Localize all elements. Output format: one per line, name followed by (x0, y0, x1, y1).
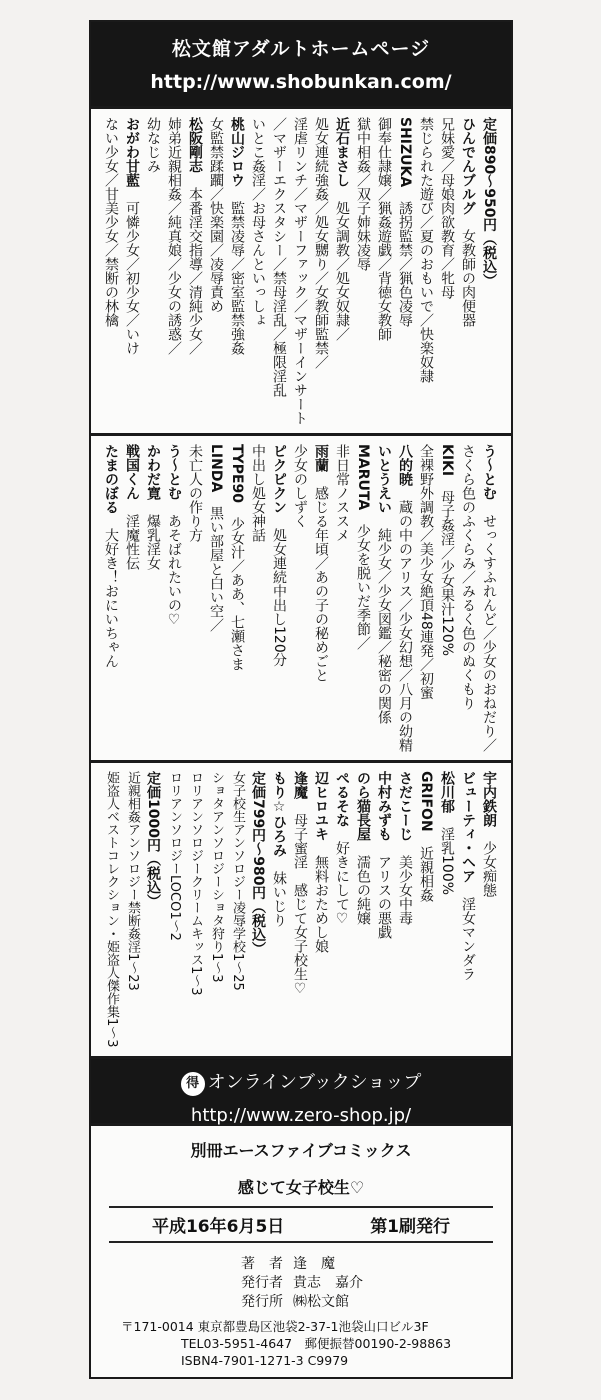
series-name: 別冊エースファイブコミックス (190, 1140, 412, 1160)
catalog-section-1 (91, 106, 511, 433)
author-name: かわだ寛 (145, 444, 161, 500)
catalog-line (370, 444, 391, 752)
author-name: 宇内鉄朗 (481, 771, 497, 827)
catalog-line (454, 771, 475, 1048)
book-titles: 感じる年頃／あの子の秘めごと (313, 486, 329, 682)
catalog-section-3 (91, 760, 511, 1056)
author-name: おがわ甘藍 (124, 117, 140, 187)
catalog-line (391, 117, 412, 425)
catalog-line (307, 117, 328, 425)
catalog-line (412, 771, 433, 1048)
book-titles: 姉弟近親相姦／純真娘／少女の誘惑／ (166, 117, 182, 355)
book-titles: 近親相姦 (418, 845, 434, 902)
catalog-line (139, 444, 160, 752)
catalog-line (244, 771, 265, 1048)
book-titles: 兄妹愛／母娘肉欲教育／牝母 (439, 117, 455, 299)
catalog-line (160, 117, 181, 425)
author-name: SHIZUKA (397, 117, 413, 188)
book-titles: 全裸野外調教／美少女絶頂48連発／初蜜 (418, 444, 434, 700)
book-titles: 濡色の純嬢 (355, 855, 371, 925)
publisher-homepage-banner (91, 22, 511, 106)
catalog-line (475, 771, 496, 1048)
catalog-line (349, 444, 370, 752)
catalog-line (328, 444, 349, 752)
catalog-line (307, 771, 328, 1048)
catalog-line (160, 771, 181, 1048)
catalog-line (307, 444, 328, 752)
price-heading: 定価1000円（税込） (145, 771, 161, 908)
catalog-line (475, 444, 496, 752)
author-name: ビューティ・ヘア (460, 771, 476, 883)
book-titles: 少女痴態 (481, 841, 497, 897)
author-name: GRIFON (418, 771, 434, 832)
book-titles: 淫虐リンチ／マザーファック／マザーインサート (292, 117, 308, 425)
book-titles: 女監禁蹂躙／快楽園／凌辱責め (208, 117, 224, 313)
author-name: ひんでんブルグ (460, 117, 476, 215)
author-name: KIKI (439, 444, 455, 477)
publication-line (109, 1206, 493, 1243)
catalog-line (139, 771, 160, 1048)
book-titles: 淫魔性伝 (124, 514, 140, 570)
catalog-line (181, 444, 202, 752)
book-titles: 妹いじり (271, 871, 287, 927)
catalog-line (328, 117, 349, 425)
publication-date: 平成16年6月5日 (151, 1216, 285, 1237)
book-titles: 少女汁／ああ、七瀬さま (229, 517, 245, 671)
book-titles: 禁じられた遊び／夏のおもいで／快楽奴隷 (418, 117, 434, 383)
catalog-line (370, 117, 391, 425)
author-name: ピクピクン (271, 444, 287, 514)
book-titles: 母子姦淫／少女果汁120% (439, 490, 455, 657)
book-titles: 誘拐監禁／猟色凌辱 (397, 201, 413, 328)
catalog-line (202, 771, 223, 1048)
author-name: たまのぼる (103, 444, 119, 514)
book-titles: 蔵の中のアリス／少女幻想／八月の幼精 (397, 500, 413, 752)
book-title: 感じて女子校生♡ (237, 1177, 365, 1197)
book-titles: あそばれたいの♡ (166, 514, 182, 628)
book-titles: 無料おためし娘 (313, 855, 329, 953)
author-name: のら猫長屋 (355, 771, 371, 841)
book-titles: 少女を脱いだ季節／ (355, 524, 371, 651)
toku-badge-icon: 得 (181, 1072, 205, 1096)
publisher-homepage-label: 松文館アダルトホームページ (171, 38, 431, 60)
catalog-line (391, 444, 412, 752)
staff-row: 発行所 ㈱松文館 (241, 1293, 349, 1310)
colophon-box (91, 1123, 511, 1377)
author-name: 近石まさし (334, 117, 350, 187)
catalog-line (475, 117, 496, 425)
catalog-line (160, 444, 181, 752)
catalog-line (244, 117, 265, 425)
catalog-line (223, 444, 244, 752)
book-titles: 処女連続中出し120分 (271, 528, 287, 667)
catalog-line (370, 771, 391, 1048)
author-name: もり☆ひろみ (271, 771, 287, 857)
catalog-line (118, 117, 139, 425)
anthology-title: 女子校生アンソロジー凌辱学校1〜25 (230, 771, 245, 991)
contact: TEL03-5951-4647 郵便振替00190-2-98863 (181, 1335, 452, 1351)
catalog-line (454, 444, 475, 752)
catalog-line (202, 117, 223, 425)
book-titles: 女教師の肉便器 (460, 229, 476, 327)
catalog-line (454, 117, 475, 425)
book-titles: ／マザーエクスタシー／禁母淫乱／極限淫乱 (271, 117, 287, 397)
book-titles: 淫乳100% (439, 827, 455, 896)
catalog-line (97, 771, 118, 1048)
shop-url-link[interactable]: http://www.zero-shop.jp/ (190, 1104, 412, 1126)
book-titles: 可憐少女／初少女／いけ (124, 201, 140, 355)
author-name: 桃山ジロウ (229, 117, 245, 187)
book-titles: 大好き！おにいちゃん (103, 528, 119, 668)
catalog-line (118, 444, 139, 752)
catalog-line (265, 117, 286, 425)
book-titles: 処女連続強姦／処女嬲り／女教師監禁／ (313, 117, 329, 369)
author-name: 八的暁 (397, 444, 413, 486)
price-heading: 定価799円〜980円（税込） (250, 771, 266, 956)
catalog-line (181, 117, 202, 425)
catalog-line (97, 117, 118, 425)
publisher-url-link[interactable]: http://www.shobunkan.com/ (150, 71, 452, 93)
book-titles: 黒い部屋と白い空／ (208, 506, 224, 633)
catalog-section-2 (91, 433, 511, 760)
book-titles: 本番淫交指導／清純少女／ (187, 187, 203, 355)
book-titles: 監禁凌辱／密室監禁強姦 (229, 201, 245, 355)
isbn: ISBN4-7901-1271-3 C9979 (181, 1352, 349, 1368)
author-name: さだこーじ (397, 771, 413, 841)
book-titles: 純少女／少女図鑑／秘密の関係 (376, 528, 392, 724)
book-titles: 少女のしずく (292, 444, 308, 528)
catalog-line (391, 771, 412, 1048)
author-name: 松川郁 (439, 771, 455, 813)
colophon-page (89, 20, 513, 1379)
catalog-line (244, 444, 265, 752)
catalog-line (97, 444, 118, 752)
author-name: う〜とむ (166, 444, 182, 500)
book-titles: 非日常ノススメ (334, 444, 350, 542)
edition: 第1刷発行 (370, 1216, 451, 1237)
catalog-line (286, 771, 307, 1048)
book-titles: 獄中相姦／双子姉妹凌辱 (355, 117, 371, 271)
book-titles: 御奉仕隷嬢／猟姦遊戯／背徳女教師 (376, 117, 392, 341)
book-titles: 幼なじみ (145, 117, 161, 173)
book-titles: さくら色のふくらみ／みるく色のぬくもり (460, 444, 476, 710)
author-name: ぺるそな (334, 771, 350, 827)
author-name: TYPE90 (229, 444, 245, 503)
anthology-title: 姫盗人ベストコレクション・姫盗人傑作集1〜3 (104, 771, 119, 1048)
author-name: MARUTA (355, 444, 371, 511)
publisher-address (121, 1318, 511, 1369)
anthology-title: ロリアンソロジーLOCO1〜2 (167, 771, 182, 941)
catalog-line (412, 117, 433, 425)
catalog-line (286, 117, 307, 425)
catalog-line (223, 117, 244, 425)
book-titles: 美少女中毒 (397, 855, 413, 925)
catalog-line (412, 444, 433, 752)
book-titles: いとこ姦淫／お母さんといっしょ (250, 117, 266, 327)
catalog-line (328, 771, 349, 1048)
book-titles: ない少女／甘美少女／禁断の林檎 (103, 117, 119, 327)
book-titles: 好きにして♡ (334, 841, 350, 927)
catalog-line (433, 771, 454, 1048)
anthology-title: ショタアンソロジーショタ狩り1〜3 (209, 771, 224, 983)
anthology-title: 近親相姦アンソロジー禁断姦淫1〜23 (125, 771, 140, 991)
online-shop-label: オンラインブックショップ (207, 1071, 422, 1093)
book-titles: アリスの悪戯 (376, 855, 392, 939)
author-name: う〜とむ (481, 444, 497, 500)
address: 〒171-0014 東京都豊島区池袋2-37-1池袋山口ビル3F (121, 1318, 429, 1334)
catalog-line (223, 771, 244, 1048)
catalog-line (433, 444, 454, 752)
anthology-title: ロリアンソロジークリームキッス1〜3 (188, 771, 203, 996)
catalog-line (181, 771, 202, 1048)
author-name: 戦国くん (124, 444, 140, 500)
online-shop-banner (91, 1056, 511, 1126)
catalog-line (286, 444, 307, 752)
book-titles: 未亡人の作り方 (187, 444, 203, 542)
book-titles: 処女調教／処女奴隷／ (334, 201, 350, 341)
catalog-line (265, 444, 286, 752)
staff-row: 発行者 貴志 嘉介 (241, 1274, 363, 1291)
author-name: LINDA (208, 444, 224, 493)
book-titles: せっくすふれんど／少女のおねだり／ (481, 514, 497, 752)
book-titles: 母子蜜淫 感じて女子校生♡ (292, 813, 308, 997)
author-name: 中村みずも (376, 771, 392, 841)
price-heading: 定価890〜950円（税込） (481, 117, 497, 288)
staff-row: 著 者 逢 魔 (241, 1255, 335, 1272)
catalog-line (433, 117, 454, 425)
author-name: 逢魔 (292, 771, 308, 799)
catalog-line (349, 771, 370, 1048)
book-titles: 爆乳淫女 (145, 514, 161, 570)
catalog-line (118, 771, 139, 1048)
book-titles: 淫女マンダラ (460, 897, 476, 981)
catalog-line (265, 771, 286, 1048)
author-name: 松阪剛志 (187, 117, 203, 173)
catalog-line (349, 117, 370, 425)
catalog-line (139, 117, 160, 425)
author-name: 辺ヒロユキ (313, 771, 329, 841)
author-name: いとうえい (376, 444, 392, 514)
book-titles: 中出し処女神話 (250, 444, 266, 542)
catalog-line (202, 444, 223, 752)
author-name: 雨蘭 (313, 444, 329, 472)
staff-list (241, 1255, 511, 1312)
